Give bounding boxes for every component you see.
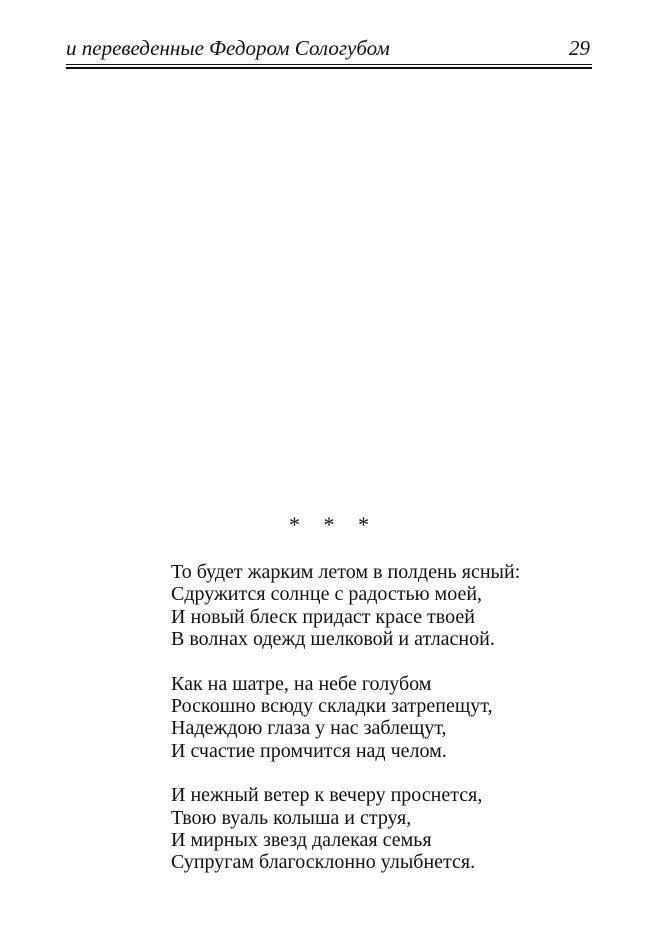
stanza-3 <box>171 784 520 874</box>
stanza-2 <box>171 673 520 763</box>
poem-line: И мирных звезд далекая семья <box>171 829 432 852</box>
asterism-separator: * * * <box>289 512 378 537</box>
header-rule-thin <box>66 64 592 65</box>
poem-line: И счастие промчится над челом. <box>171 739 447 762</box>
poem-line: То будет жарким летом в полдень ясный: <box>171 561 521 583</box>
poem-line: Сдружится солнце с радостью моей, <box>171 583 483 606</box>
page-number: 29 <box>569 36 590 60</box>
poem-line: И нежный ветер к вечеру проснется, <box>171 784 483 807</box>
running-head <box>66 34 592 64</box>
running-title: и переведенные Федором Сологубом <box>66 36 390 60</box>
stanza-1 <box>171 561 520 651</box>
poem-line: Роскошно всюду складки затрепещут, <box>171 695 493 718</box>
poem-line: Супругам благосклонно улыбнется. <box>171 851 476 874</box>
header-rule-thick <box>66 67 592 69</box>
poem-line: Надеждою глаза у нас заблещут, <box>171 717 447 740</box>
poem-line: Как на шатре, на небе голубом <box>171 672 432 695</box>
poem-line: И новый блеск придаст красе твоей <box>171 605 475 628</box>
poem-line: В волнах одежд шелковой и атласной. <box>171 628 495 651</box>
poem-line: Твою вуаль колыша и струя, <box>171 806 412 829</box>
poem <box>171 561 520 896</box>
